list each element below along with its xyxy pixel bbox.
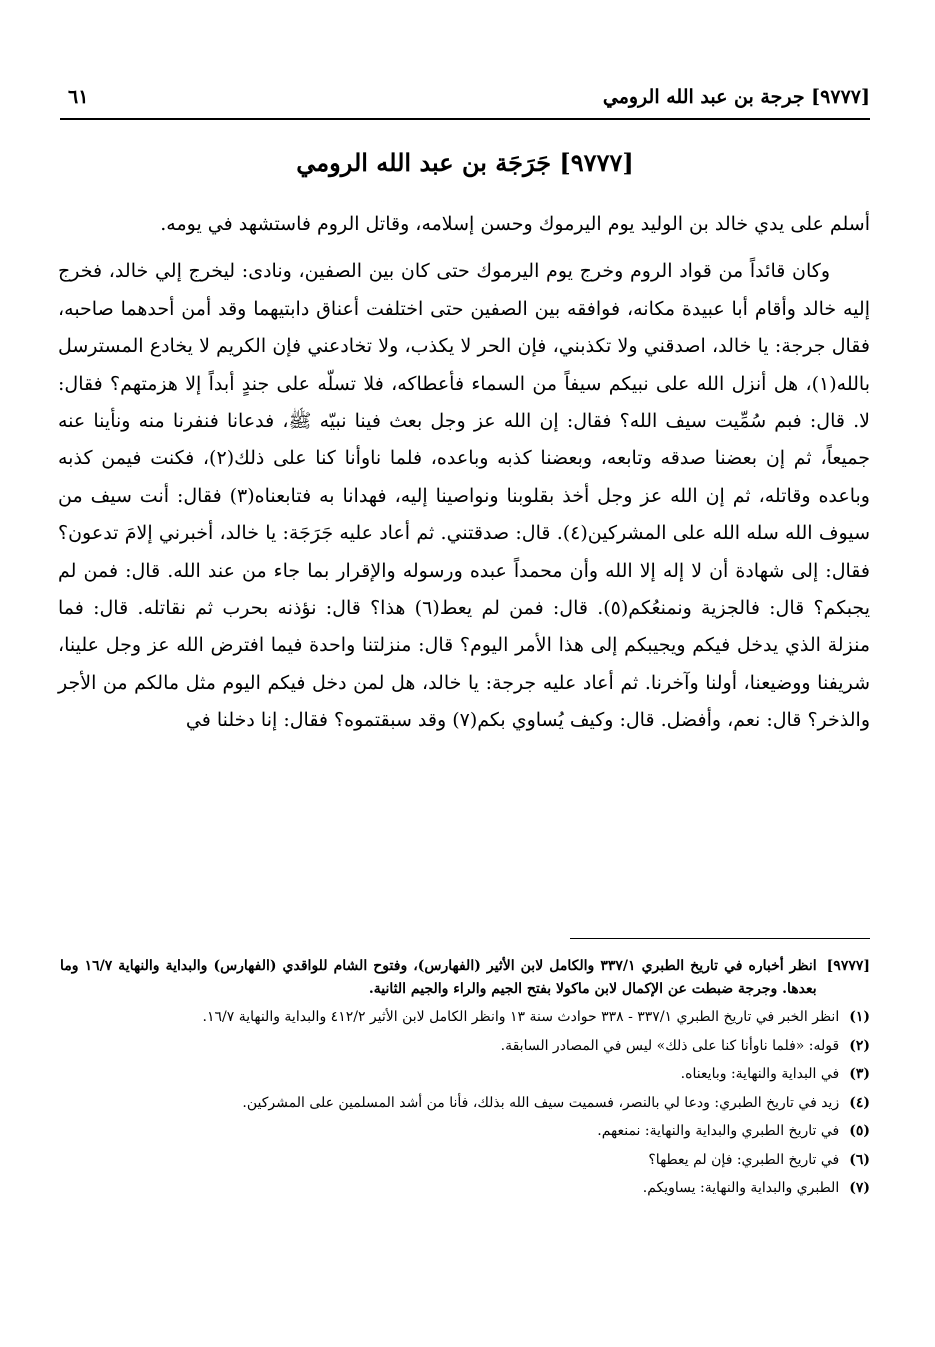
- footnotes: [60, 955, 870, 1206]
- footnote-text: انظر الخبر في تاريخ الطبري ٣٣٧/١ - ٣٣٨ حوادث سنة ١٣ وانظر الكامل لابن الأثير ٤١٢/٢ والبداية والنهاية ١٦/٧.: [202, 1009, 840, 1025]
- footnote-item: [60, 1006, 870, 1029]
- footnote-item: [60, 1063, 870, 1086]
- footnote-item: [60, 955, 870, 1000]
- footnote-marker: (١): [849, 1009, 870, 1025]
- header-divider: [60, 118, 870, 120]
- footnote-item: [60, 1092, 870, 1115]
- footnote-marker: (٥): [849, 1123, 870, 1139]
- page-number: ٦١: [68, 86, 89, 108]
- footnote-text: في تاريخ الطبري: فإن لم يعطها؟: [648, 1151, 840, 1168]
- footnote-item: [60, 1120, 870, 1143]
- paragraph-1: أسلم على يدي خالد بن الوليد يوم اليرموك وحسن إسلامه، وقاتل الروم فاستشهد في يومه.: [160, 213, 870, 235]
- footnote-text: في البداية والنهاية: وبايعناه.: [680, 1066, 840, 1082]
- footnote-text: الطبري والبداية والنهاية: يساويكم.: [642, 1180, 840, 1196]
- running-header: [60, 82, 870, 116]
- footnote-marker: (٣): [849, 1066, 870, 1082]
- footnote-item: [60, 1149, 870, 1172]
- footnote-marker: (٢): [849, 1037, 870, 1054]
- paragraph-2: وكان قائداً من قواد الروم وخرج يوم اليرموك حتى كان بين الصفين، ونادى: ليخرج إلي خالد، فخرج إليه خالد وأقام أبا عبيدة مكانه، فوافقه بين الصفين حتى اختلفت أعناق دابتيهما وقد أمن أحدهما صاحبه، فقال جرجة: يا خالد، اصدقني ولا تكذبني، فإن الحر لا يكذب، ولا تخادعني فإن الكريم لا يخادع المسترسل بالله(١)، هل أنزل الله على نبيكم سيفاً من السماء فأعطاكه، فلا تسلّه على جندٍ أبداً إلا هزمتهم؟ فقال: لا. قال: فبم سُمِّيت سيف الله؟ فقال: إن الله عز وجل بعث فينا نبيّه ﷺ، فدعانا فنفرنا منه ونأينا عنه جميعاً، ثم إن بعضنا صدقه وتابعه، وبعضنا كذبه وباعده، فلما ناوأنا كنا على ذلك(٢)، فكنت فيمن كذبه وباعده وقاتله، ثم إن الله عز وجل أخذ بقلوبنا ونواصينا إليه، فهدانا به فتابعناه(٣) فقال: أنت سيف من سيوف الله سله الله على المشركين(٤). قال: صدقتني. ثم أعاد عليه جَرَجَة: يا خالد، أخبرني إلامَ تدعون؟ فقال: إلى شهادة أن لا إله إلا الله وأن محمداً عبده ورسوله والإقرار بما جاء من عند الله. قال: فمن لم يجبكم؟ قال: فالجزية ونمنعُكم(٥). قال: فمن لم يعط(٦) هذا؟ قال: نؤذنه بحرب ثم نقاتله. قال: فما منزلة الذي يدخل فيكم ويجيبكم إلى هذا الأمر اليوم؟ قال: منزلتنا واحدة فيما افترض الله عز وجل علينا، شريفنا ووضيعنا، أولنا وآخرنا. ثم أعاد عليه جرجة: يا خالد، هل لمن دخل فيكم اليوم مثل مالكم من الأجر والذخر؟ قال: نعم، وأفضل. قال: وكيف يُساوي بكم(٧) وقد سبقتموه؟ فقال: إنا دخلنا في: [58, 260, 871, 732]
- footnote-text: انظر أخباره في تاريخ الطبري ٣٣٧/١ والكامل لابن الأثير (الفهارس)، وفتوح الشام للواقدي (الفهارس) والبداية والنهاية ١٦/٧ وما بعدها. وجرجة ضبطت عن الإكمال لابن ماكولا بفتح الجيم والراء والجيم الثانية.: [60, 958, 817, 997]
- running-title: [٩٧٧٧] جرجة بن عبد الله الرومي: [602, 86, 870, 108]
- footnote-marker: [٩٧٧٧]: [826, 958, 870, 974]
- footnote-marker: (٦): [849, 1151, 870, 1168]
- entry-title: [٩٧٧٧] جَرَجَة بن عبد الله الرومي: [296, 148, 634, 177]
- footnote-text: قوله: «فلما ناوأنا كنا على ذلك» ليس في المصادر السابقة.: [500, 1037, 840, 1054]
- footnote-item: [60, 1177, 870, 1200]
- footnote-item: [60, 1035, 870, 1058]
- footnote-divider: [570, 938, 870, 939]
- footnote-marker: (٤): [849, 1094, 870, 1111]
- footnote-text: في تاريخ الطبري والبداية والنهاية: نمنعهم.: [597, 1123, 840, 1139]
- footnote-marker: (٧): [849, 1180, 870, 1196]
- main-text: [58, 206, 870, 740]
- footnote-text: زيد في تاريخ الطبري: ودعا لي بالنصر، فسميت سيف الله بذلك، فأنا من أشد المسلمين على المشركين.: [242, 1094, 840, 1111]
